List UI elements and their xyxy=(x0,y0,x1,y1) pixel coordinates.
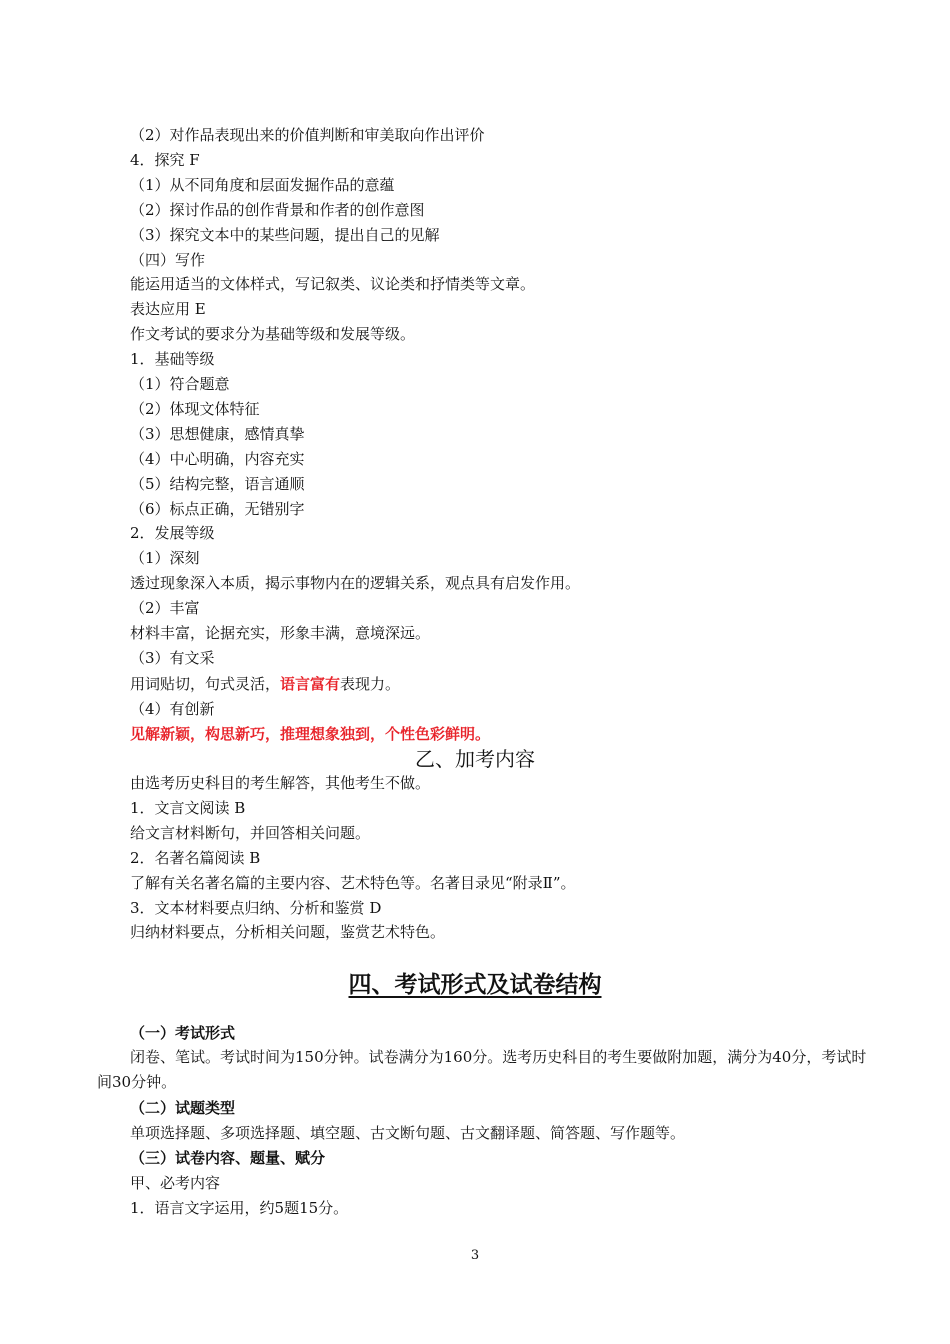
section-four-title xyxy=(0,970,950,1000)
text-line: 2．名著名篇阅读 B xyxy=(130,848,261,867)
paper-content-line: 甲、必考内容 xyxy=(130,1174,221,1192)
wencai-text-before: 用词贴切，句式灵活， xyxy=(130,675,281,693)
wencai-highlight: 语言富有 xyxy=(280,675,341,693)
exam-form-paragraph: 闭卷、笔试。考试时间为150分钟。试卷满分为160分。选考历史科目的考生要做附加题，满分为40分，考试时间30分钟。 xyxy=(97,1048,867,1091)
page-number: 3 xyxy=(470,1248,480,1263)
text-line: 给文言材料断句，并回答相关问题。 xyxy=(130,823,371,842)
text-line: 归纳材料要点，分析相关问题，鉴赏艺术特色。 xyxy=(130,923,446,942)
text-line: （3）思想健康，感情真挚 xyxy=(130,424,305,443)
text-line: 表达应用 E xyxy=(130,300,206,319)
text-line: 材料丰富，论据充实，形象丰满，意境深远。 xyxy=(130,624,431,642)
wencai-description xyxy=(130,674,400,694)
question-type-text: 单项选择题、多项选择题、填空题、古文断句题、古文翻译题、简答题、写作题等。 xyxy=(130,1124,686,1142)
text-line: （3）有文采 xyxy=(130,648,215,667)
text-line: （四）写作 xyxy=(130,250,206,269)
text-line: （2）探讨作品的创作背景和作者的创作意图 xyxy=(130,200,425,219)
text-line: （5）结构完整，语言通顺 xyxy=(130,474,305,493)
text-line: （2）体现文体特征 xyxy=(130,399,260,418)
text-line: 4．探究 F xyxy=(130,150,200,169)
text-line: （6）标点正确，无错别字 xyxy=(130,499,305,518)
section-yi-title: 乙、加考内容 xyxy=(415,747,535,771)
section-four-title-text: 四、考试形式及试卷结构 xyxy=(348,971,602,998)
text-line: 透过现象深入本质，揭示事物内在的逻辑关系，观点具有启发作用。 xyxy=(130,574,581,593)
question-type-heading: （二）试题类型 xyxy=(130,1099,236,1117)
paper-content-line: 1．语言文字运用，约5题15分。 xyxy=(130,1199,349,1217)
text-line: 由选考历史科目的考生解答，其他考生不做。 xyxy=(130,774,431,792)
paper-content-heading: （三）试卷内容、题量、赋分 xyxy=(130,1149,326,1167)
text-line: 作文考试的要求分为基础等级和发展等级。 xyxy=(130,325,416,344)
text-line: （1）符合题意 xyxy=(130,375,230,393)
text-line: （1）深刻 xyxy=(130,549,200,568)
text-line: 1．文言文阅读 B xyxy=(130,798,246,817)
chuangxin-label: （4）有创新 xyxy=(130,700,215,718)
text-line: （2）对作品表现出来的价值判断和审美取向作出评价 xyxy=(130,126,485,144)
text-line: （3）探究文本中的某些问题，提出自己的见解 xyxy=(130,225,440,244)
chuangxin-description: 见解新颖，构思新巧，推理想象独到，个性色彩鲜明。 xyxy=(130,725,491,743)
text-line: 2．发展等级 xyxy=(130,524,215,543)
text-line: （1）从不同角度和层面发掘作品的意蕴 xyxy=(130,175,395,194)
wencai-text-after: 表现力。 xyxy=(340,675,401,693)
exam-form-heading: （一）考试形式 xyxy=(130,1024,236,1042)
text-line: （2）丰富 xyxy=(130,599,200,618)
text-line: 了解有关名著名篇的主要内容、艺术特色等。名著目录见“附录Ⅱ”。 xyxy=(130,873,576,892)
text-line: 1．基础等级 xyxy=(130,350,215,369)
text-line: （4）中心明确，内容充实 xyxy=(130,449,305,468)
text-line: 3．文本材料要点归纳、分析和鉴赏 D xyxy=(130,898,382,917)
text-line: 能运用适当的文体样式，写记叙类、议论类和抒情类等文章。 xyxy=(130,275,536,294)
